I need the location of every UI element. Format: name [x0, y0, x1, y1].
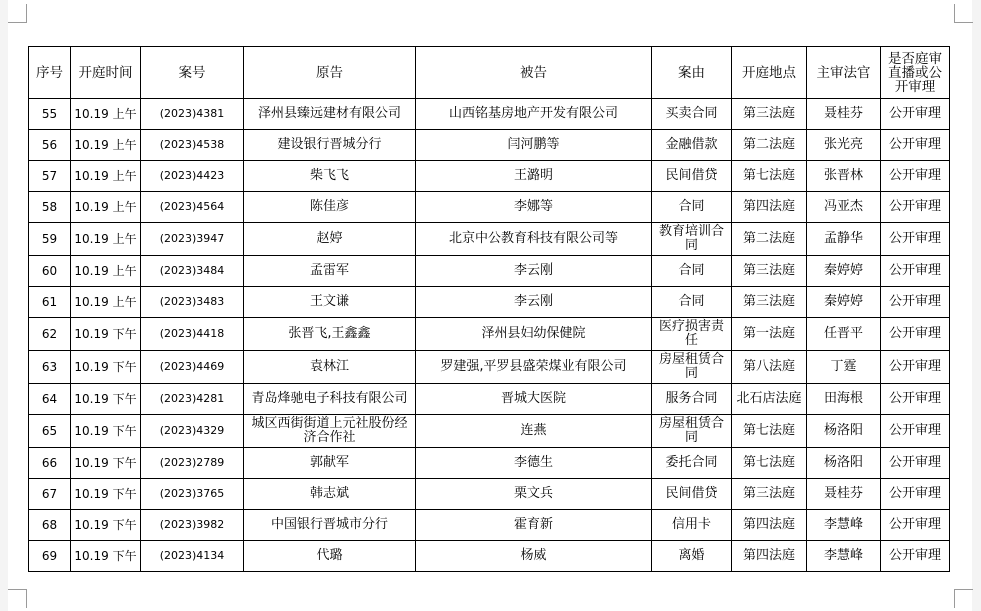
header-judge: 主审法官	[807, 47, 881, 99]
cell-public: 公开审理	[881, 415, 950, 448]
cell-time: 10.19 上午	[71, 256, 141, 287]
cell-public: 公开审理	[881, 256, 950, 287]
cell-defendant: 山西铭基房地产开发有限公司	[416, 99, 652, 130]
header-plaintiff: 原告	[244, 47, 416, 99]
cell-case-no: (2023)4134	[141, 541, 244, 572]
cell-location: 第四法庭	[732, 541, 807, 572]
cell-index: 65	[29, 415, 71, 448]
cell-index: 59	[29, 223, 71, 256]
table-row	[29, 510, 950, 541]
cell-index: 66	[29, 448, 71, 479]
cell-cause: 金融借款	[652, 130, 732, 161]
header-time: 开庭时间	[71, 47, 141, 99]
cell-judge: 田海根	[807, 384, 881, 415]
header-case-no: 案号	[141, 47, 244, 99]
cell-case-no: (2023)3765	[141, 479, 244, 510]
cell-cause: 医疗损害责任	[652, 318, 732, 351]
header-defendant: 被告	[416, 47, 652, 99]
page-corner-mark-top-right	[954, 4, 973, 23]
cell-case-no: (2023)2789	[141, 448, 244, 479]
table-row	[29, 130, 950, 161]
cell-location: 第七法庭	[732, 415, 807, 448]
cell-index: 67	[29, 479, 71, 510]
cell-time: 10.19 上午	[71, 161, 141, 192]
cell-index: 57	[29, 161, 71, 192]
page-corner-mark-bottom-left	[8, 589, 27, 608]
header-location: 开庭地点	[732, 47, 807, 99]
cell-defendant: 王潞明	[416, 161, 652, 192]
cell-public: 公开审理	[881, 479, 950, 510]
cell-cause: 合同	[652, 192, 732, 223]
cell-plaintiff: 柴飞飞	[244, 161, 416, 192]
header-index: 序号	[29, 47, 71, 99]
cell-index: 62	[29, 318, 71, 351]
cell-case-no: (2023)4329	[141, 415, 244, 448]
cell-public: 公开审理	[881, 161, 950, 192]
cell-location: 第三法庭	[732, 479, 807, 510]
cell-public: 公开审理	[881, 384, 950, 415]
cell-time: 10.19 下午	[71, 384, 141, 415]
table-row	[29, 192, 950, 223]
cell-cause: 离婚	[652, 541, 732, 572]
cell-plaintiff: 张晋飞,王鑫鑫	[244, 318, 416, 351]
cell-location: 第七法庭	[732, 448, 807, 479]
table-row	[29, 448, 950, 479]
cell-plaintiff: 代璐	[244, 541, 416, 572]
cell-public: 公开审理	[881, 541, 950, 572]
cell-time: 10.19 上午	[71, 287, 141, 318]
cell-public: 公开审理	[881, 318, 950, 351]
cell-cause: 服务合同	[652, 384, 732, 415]
court-schedule-table	[28, 46, 950, 572]
cell-case-no: (2023)4423	[141, 161, 244, 192]
cell-cause: 房屋租赁合同	[652, 415, 732, 448]
cell-time: 10.19 下午	[71, 448, 141, 479]
cell-time: 10.19 上午	[71, 192, 141, 223]
cell-case-no: (2023)4381	[141, 99, 244, 130]
cell-case-no: (2023)4281	[141, 384, 244, 415]
cell-case-no: (2023)4469	[141, 351, 244, 384]
table-row	[29, 256, 950, 287]
cell-public: 公开审理	[881, 99, 950, 130]
cell-time: 10.19 下午	[71, 351, 141, 384]
cell-location: 第二法庭	[732, 130, 807, 161]
cell-plaintiff: 袁林江	[244, 351, 416, 384]
cell-case-no: (2023)3483	[141, 287, 244, 318]
cell-plaintiff: 郭献军	[244, 448, 416, 479]
cell-judge: 杨洛阳	[807, 415, 881, 448]
table-body	[29, 99, 950, 572]
cell-cause: 信用卡	[652, 510, 732, 541]
cell-judge: 李慧峰	[807, 510, 881, 541]
header-public: 是否庭审直播或公开审理	[881, 47, 950, 99]
cell-public: 公开审理	[881, 287, 950, 318]
cell-plaintiff: 青岛烽驰电子科技有限公司	[244, 384, 416, 415]
cell-defendant: 李云刚	[416, 287, 652, 318]
cell-index: 55	[29, 99, 71, 130]
cell-public: 公开审理	[881, 510, 950, 541]
cell-location: 第三法庭	[732, 287, 807, 318]
cell-index: 69	[29, 541, 71, 572]
cell-time: 10.19 上午	[71, 130, 141, 161]
cell-location: 第七法庭	[732, 161, 807, 192]
cell-time: 10.19 上午	[71, 223, 141, 256]
cell-judge: 任晋平	[807, 318, 881, 351]
table-row	[29, 384, 950, 415]
cell-defendant: 连燕	[416, 415, 652, 448]
cell-judge: 秦婷婷	[807, 256, 881, 287]
cell-public: 公开审理	[881, 351, 950, 384]
table-row	[29, 287, 950, 318]
cell-plaintiff: 城区西街街道上元社股份经济合作社	[244, 415, 416, 448]
cell-defendant: 晋城大医院	[416, 384, 652, 415]
cell-location: 第八法庭	[732, 351, 807, 384]
cell-case-no: (2023)3947	[141, 223, 244, 256]
cell-index: 68	[29, 510, 71, 541]
cell-judge: 杨洛阳	[807, 448, 881, 479]
cell-cause: 委托合同	[652, 448, 732, 479]
cell-public: 公开审理	[881, 130, 950, 161]
cell-public: 公开审理	[881, 448, 950, 479]
cell-index: 56	[29, 130, 71, 161]
cell-index: 60	[29, 256, 71, 287]
cell-case-no: (2023)3982	[141, 510, 244, 541]
cell-judge: 冯亚杰	[807, 192, 881, 223]
table-row	[29, 99, 950, 130]
cell-cause: 民间借贷	[652, 479, 732, 510]
cell-plaintiff: 赵婷	[244, 223, 416, 256]
cell-location: 第一法庭	[732, 318, 807, 351]
cell-time: 10.19 下午	[71, 415, 141, 448]
table-row	[29, 479, 950, 510]
cell-cause: 合同	[652, 256, 732, 287]
cell-plaintiff: 建设银行晋城分行	[244, 130, 416, 161]
cell-judge: 聂桂芬	[807, 479, 881, 510]
cell-case-no: (2023)3484	[141, 256, 244, 287]
cell-judge: 李慧峰	[807, 541, 881, 572]
cell-location: 第四法庭	[732, 192, 807, 223]
cell-plaintiff: 孟雷军	[244, 256, 416, 287]
cell-defendant: 泽州县妇幼保健院	[416, 318, 652, 351]
cell-time: 10.19 上午	[71, 99, 141, 130]
cell-case-no: (2023)4564	[141, 192, 244, 223]
table-row	[29, 161, 950, 192]
table-row	[29, 415, 950, 448]
cell-defendant: 北京中公教育科技有限公司等	[416, 223, 652, 256]
cell-location: 第四法庭	[732, 510, 807, 541]
cell-judge: 孟静华	[807, 223, 881, 256]
cell-time: 10.19 下午	[71, 479, 141, 510]
table-row	[29, 223, 950, 256]
cell-defendant: 罗建强,平罗县盛荣煤业有限公司	[416, 351, 652, 384]
cell-time: 10.19 下午	[71, 318, 141, 351]
cell-cause: 民间借贷	[652, 161, 732, 192]
cell-defendant: 杨威	[416, 541, 652, 572]
cell-case-no: (2023)4538	[141, 130, 244, 161]
cell-case-no: (2023)4418	[141, 318, 244, 351]
cell-index: 63	[29, 351, 71, 384]
table-header-row	[29, 47, 950, 99]
table-row	[29, 541, 950, 572]
cell-judge: 张光亮	[807, 130, 881, 161]
cell-defendant: 栗文兵	[416, 479, 652, 510]
cell-judge: 聂桂芬	[807, 99, 881, 130]
cell-index: 61	[29, 287, 71, 318]
cell-location: 第三法庭	[732, 256, 807, 287]
cell-defendant: 李云刚	[416, 256, 652, 287]
cell-defendant: 李娜等	[416, 192, 652, 223]
cell-public: 公开审理	[881, 223, 950, 256]
cell-plaintiff: 陈佳彦	[244, 192, 416, 223]
cell-cause: 教育培训合同	[652, 223, 732, 256]
cell-plaintiff: 韩志斌	[244, 479, 416, 510]
table-row	[29, 318, 950, 351]
cell-cause: 买卖合同	[652, 99, 732, 130]
cell-index: 64	[29, 384, 71, 415]
cell-location: 北石店法庭	[732, 384, 807, 415]
cell-time: 10.19 下午	[71, 510, 141, 541]
cell-time: 10.19 下午	[71, 541, 141, 572]
cell-plaintiff: 泽州县臻远建材有限公司	[244, 99, 416, 130]
cell-public: 公开审理	[881, 192, 950, 223]
cell-cause: 房屋租赁合同	[652, 351, 732, 384]
cell-judge: 张晋林	[807, 161, 881, 192]
cell-location: 第三法庭	[732, 99, 807, 130]
cell-judge: 丁霆	[807, 351, 881, 384]
cell-judge: 秦婷婷	[807, 287, 881, 318]
cell-plaintiff: 王文谦	[244, 287, 416, 318]
cell-defendant: 李德生	[416, 448, 652, 479]
cell-index: 58	[29, 192, 71, 223]
header-cause: 案由	[652, 47, 732, 99]
page-corner-mark-bottom-right	[954, 589, 973, 608]
cell-plaintiff: 中国银行晋城市分行	[244, 510, 416, 541]
page-corner-mark-top-left	[8, 4, 27, 23]
cell-location: 第二法庭	[732, 223, 807, 256]
cell-defendant: 闫河鹏等	[416, 130, 652, 161]
table-row	[29, 351, 950, 384]
cell-cause: 合同	[652, 287, 732, 318]
cell-defendant: 霍育新	[416, 510, 652, 541]
